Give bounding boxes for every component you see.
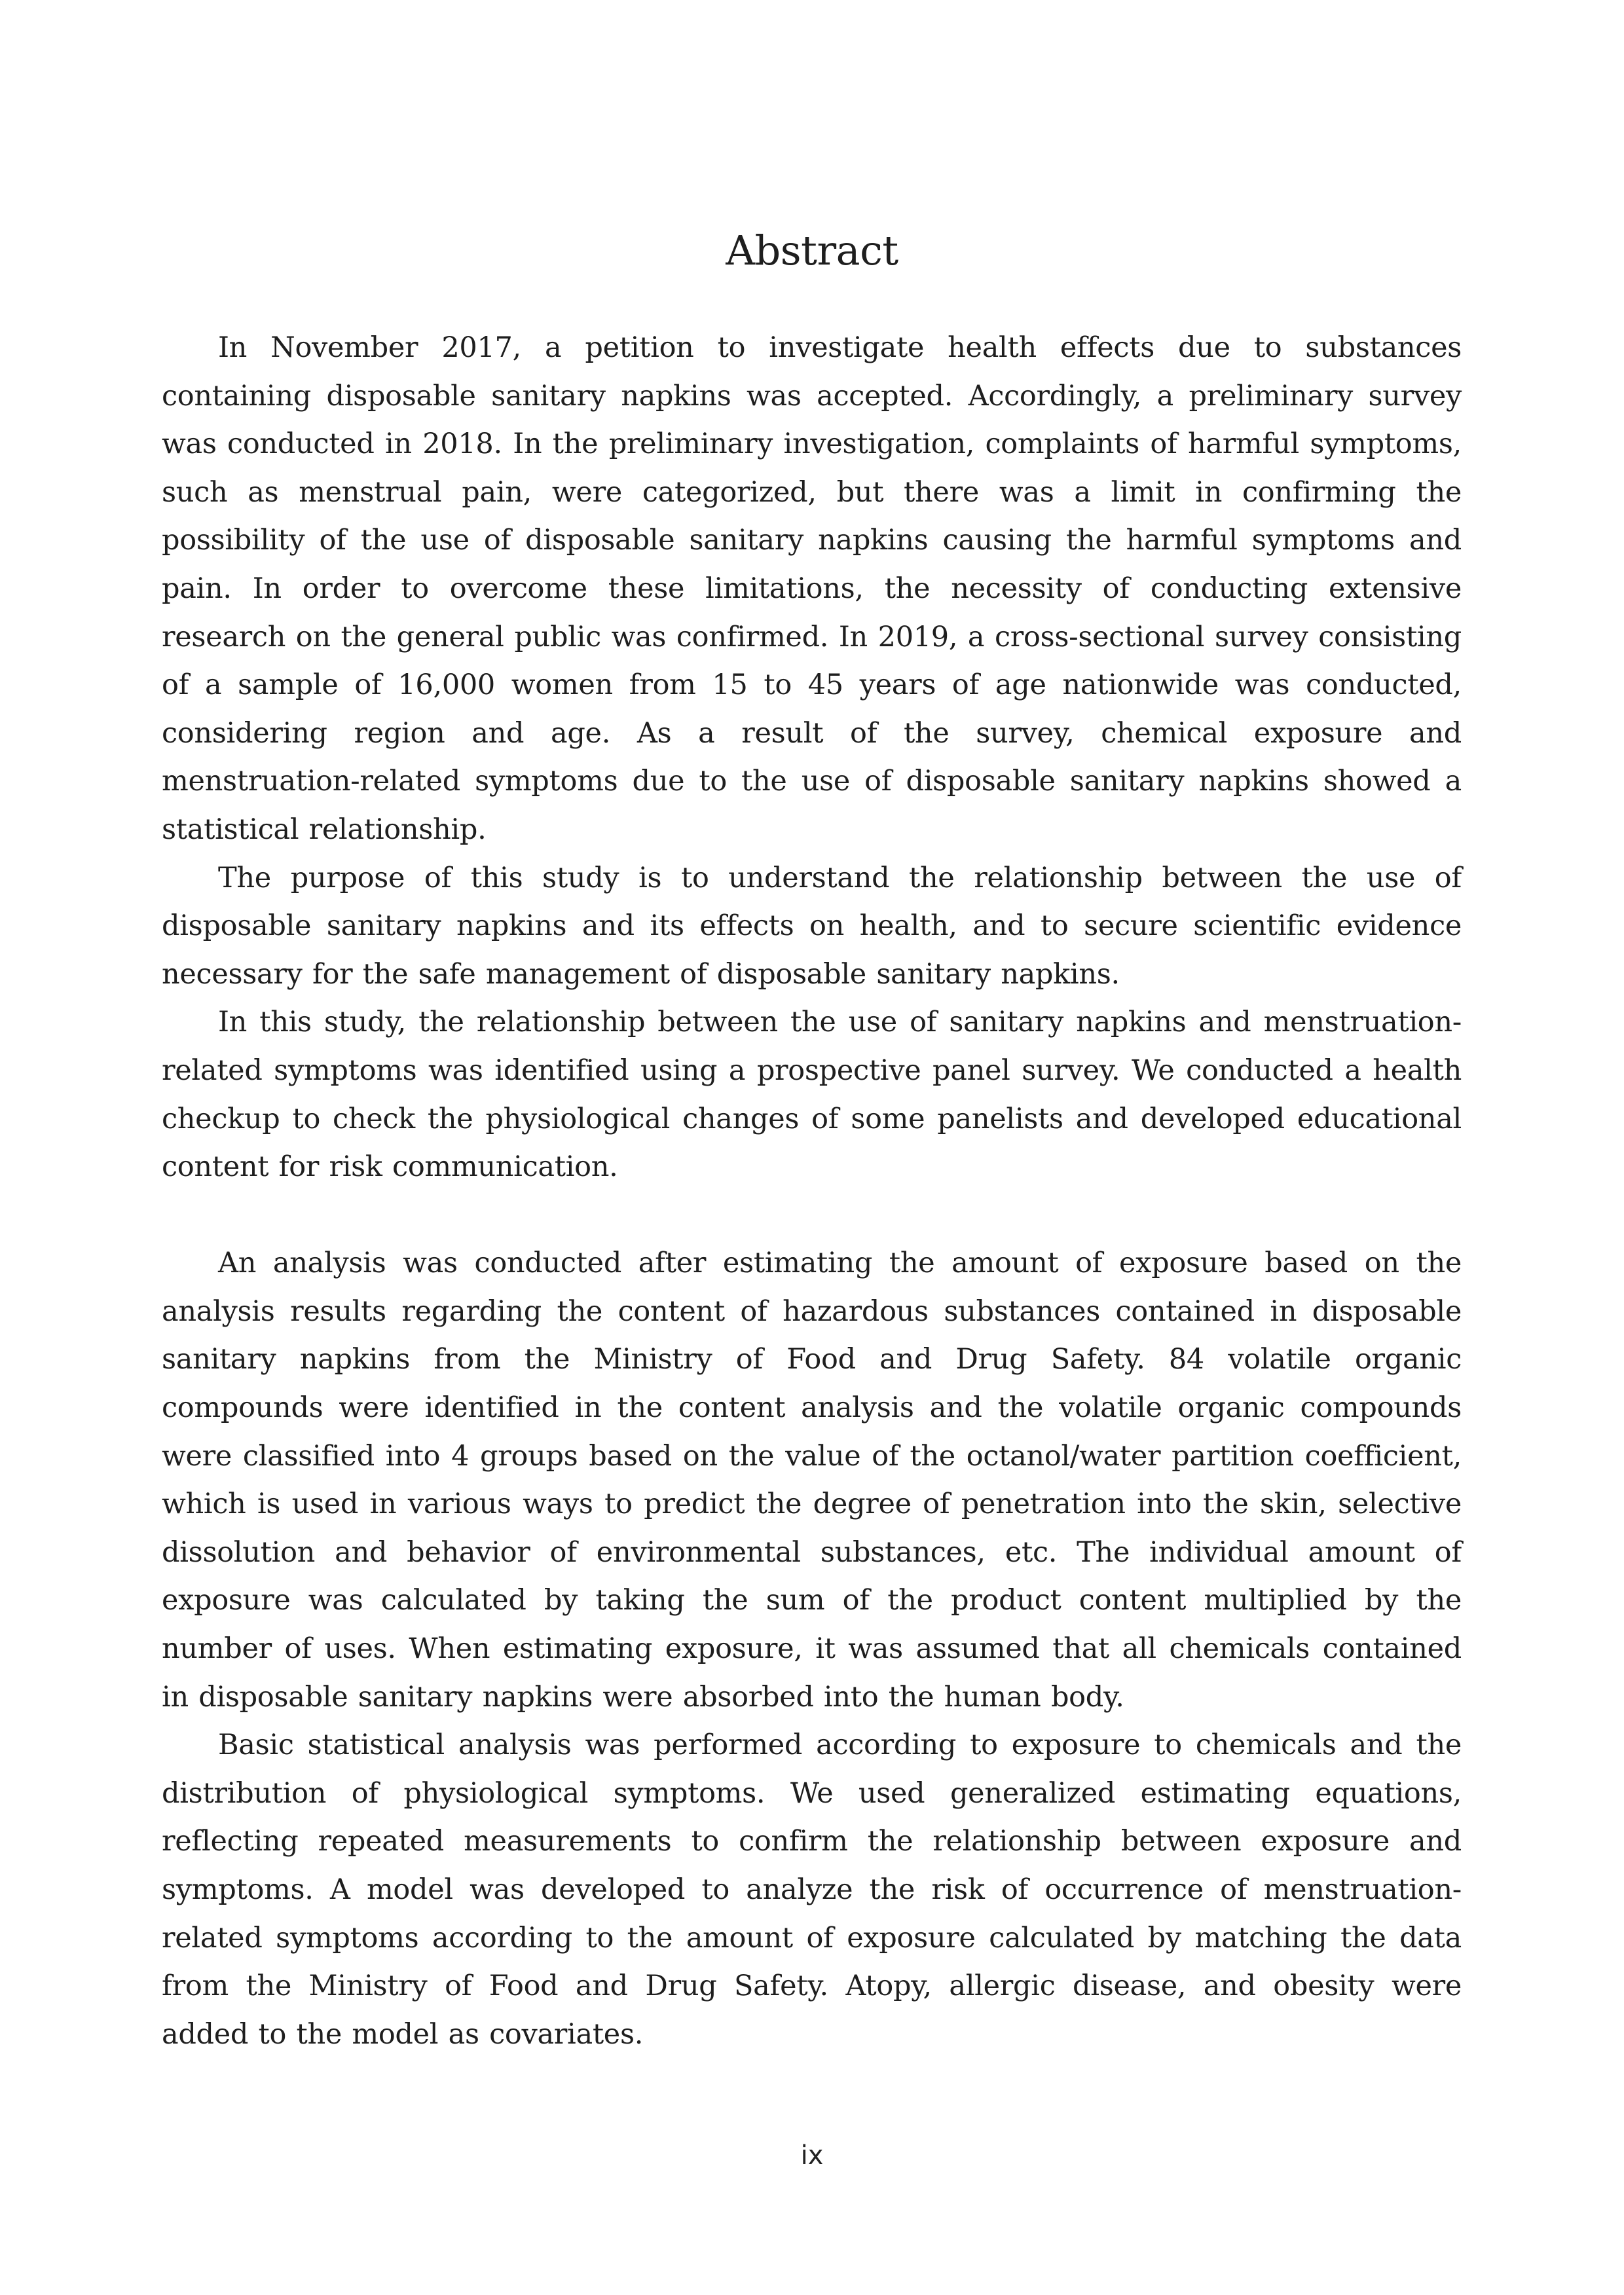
paragraph-purpose: The purpose of this study is to understand the relationship between the use of disposable sanitary napkins and its effects on health, and to secure scientific evidence necessary for the safe management of disposable sanitary napkins. [162, 861, 1462, 991]
page-title: Abstract [726, 227, 898, 274]
paragraph-gap [162, 1192, 1462, 1240]
abstract-body [162, 324, 1462, 2059]
paragraph-study-design: In this study, the relationship between the use of sanitary napkins and menstruation-related symptoms was identified using a prospective panel survey. We conducted a health checkup to check the physiological changes of some panelists and developed educational content for risk communication. [162, 1006, 1462, 1184]
paragraph-exposure-analysis: An analysis was conducted after estimating the amount of exposure based on the analysis results regarding the content of hazardous substances contained in disposable sanitary napkins from the Ministry of Food and Drug Safety. 84 volatile organic compounds were identified in the content analysis and the volatile organic compounds were classified into 4 groups based on the value of the octanol/water partition coefficient, which is used in various ways to predict the degree of penetration into the skin, selective dissolution and behavior of environmental substances, etc. The individual amount of exposure was calculated by taking the sum of the product content multiplied by the number of uses. When estimating exposure, it was assumed that all chemicals contained in disposable sanitary napkins were absorbed into the human body. [162, 1247, 1462, 1714]
page-number: ix [800, 2140, 824, 2171]
paragraph-statistical-analysis: Basic statistical analysis was performed according to exposure to chemicals and the distribution of physiological symptoms. We used generalized estimating equations, reflecting repeated measurements to confirm the relationship between exposure and symptoms. A model was developed to analyze the risk of occurrence of menstruation-related symptoms according to the amount of exposure calculated by matching the data from the Ministry of Food and Drug Safety. Atopy, allergic disease, and obesity were added to the model as covariates. [162, 1729, 1462, 2051]
paragraph-background: In November 2017, a petition to investigate health effects due to substances containing disposable sanitary napkins was accepted. Accordingly, a preliminary survey was conducted in 2018. In the preliminary investigation, complaints of harmful symptoms, such as menstrual pain, were categorized, but there was a limit in confirming the possibility of the use of disposable sanitary napkins causing the harmful symptoms and pain. In order to overcome these limitations, the necessity of conducting extensive research on the general public was confirmed. In 2019, a cross-sectional survey consisting of a sample of 16,000 women from 15 to 45 years of age nationwide was conducted, considering region and age. As a result of the survey, chemical exposure and menstruation-related symptoms due to the use of disposable sanitary napkins showed a statistical relationship. [162, 331, 1462, 846]
